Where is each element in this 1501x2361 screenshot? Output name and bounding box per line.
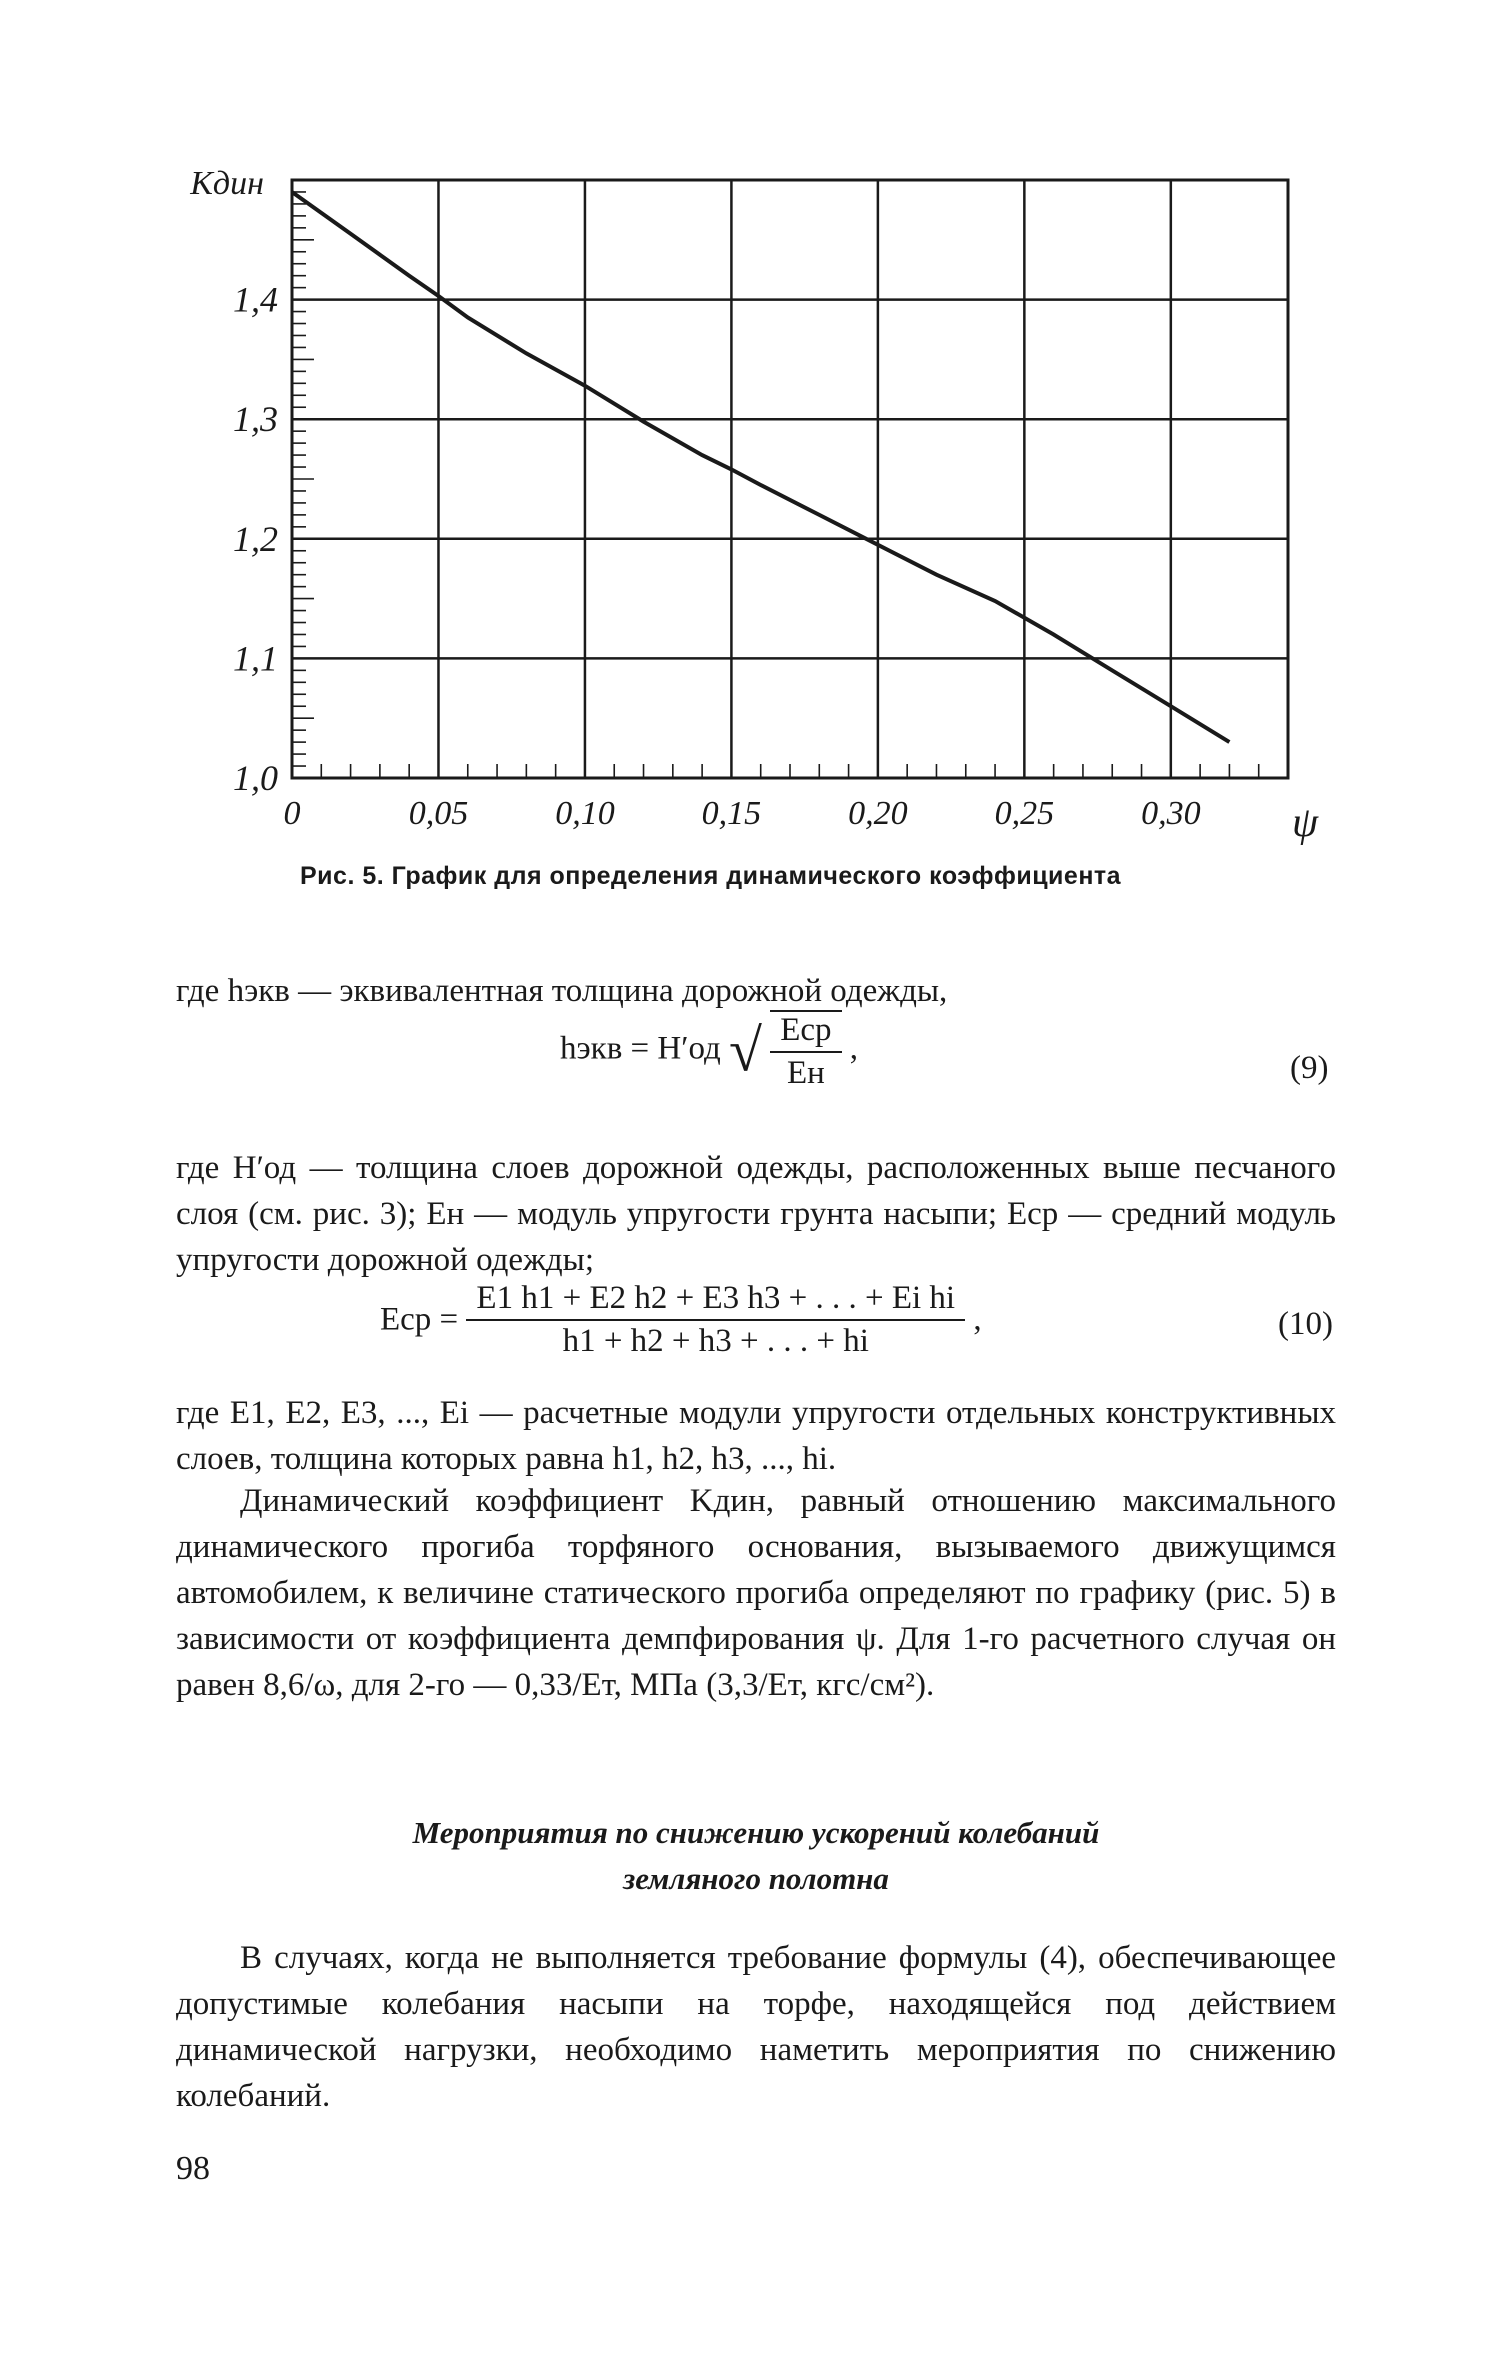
paragraph-3: где E1, E2, E3, ..., Ei — расчетные модули упругости отдельных конструктивных слоев, толщина которых равна h1, h2, h3, ..., hi.: [176, 1395, 1336, 1477]
eq9-denominator: Eн: [786, 1055, 825, 1091]
figure-5: [170, 150, 1350, 930]
y-tick-label: 1,4: [233, 279, 278, 320]
chart-svg: [170, 150, 1350, 870]
x-tick-label: 0: [283, 795, 301, 832]
paragraph-1: где hэкв — эквивалентная толщина дорожной одежды,: [176, 973, 948, 1009]
sqrt-sign: √: [729, 1017, 762, 1084]
eq9-lhs: hэкв = H′од: [560, 1030, 721, 1067]
eq9-number: (9): [1290, 1050, 1329, 1086]
paragraph-4: Динамический коэффициент Kдин, равный отношению максимального динамического прогиба торфяного основания, вызываемого движущимся автомобилем, к величине статического прогиба определяют по графику (рис. 5) в зависимости от коэффициента демпфирования ψ. Для 1-го расчетного случая он равен 8,6/ω, для 2-го — 0,33/Eт, МПа (3,3/Eт, кгс/см²).: [176, 1483, 1336, 1703]
paragraph-5: В случаях, когда не выполняется требование формулы (4), обеспечивающее допустимые колебания насыпи на торфе, находящейся под действием динамической нагрузки, необходимо наметить мероприятия по снижению колебаний.: [176, 1940, 1336, 2114]
figure-caption: Рис. 5. График для определения динамического коэффициента: [300, 862, 1122, 890]
eq10-tail: ,: [973, 1301, 982, 1338]
section-heading: [176, 1810, 1336, 1902]
y-tick-label: 1,2: [233, 518, 278, 559]
eq10-fraction: [466, 1280, 965, 1360]
eq10-lhs: Eср =: [380, 1301, 459, 1338]
page-number: 98: [176, 2150, 210, 2187]
x-tick-label: 0,05: [408, 795, 469, 832]
eq10-number: (10): [1278, 1306, 1333, 1342]
x-tick-label: 0,15: [701, 795, 762, 832]
equation-9: [560, 1010, 858, 1092]
y-tick-label: 1,1: [233, 638, 278, 679]
x-tick-label: 0,10: [555, 795, 615, 832]
eq9-numerator: Eср: [770, 1012, 841, 1053]
y-tick-label: 1,3: [233, 399, 278, 440]
eq9-fraction: [770, 1010, 841, 1092]
eq10-denominator: h1 + h2 + h3 + . . . + hi: [562, 1323, 869, 1359]
heading-line-1: Мероприятия по снижению ускорений колебаний: [412, 1815, 1100, 1850]
y-axis-label: Kдин: [190, 165, 264, 202]
x-axis-label: ψ: [1292, 800, 1319, 846]
y-tick-label: 1,0: [233, 758, 278, 798]
eq10-numerator: E1 h1 + E2 h2 + E3 h3 + . . . + Ei hi: [466, 1280, 965, 1321]
x-tick-label: 0,25: [994, 795, 1055, 832]
equation-10: [380, 1280, 982, 1360]
x-tick-label: 0,20: [848, 795, 908, 832]
paragraph-2: где H′од — толщина слоев дорожной одежды, расположенных выше песчаного слоя (см. рис. 3); Eн — модуль упругости грунта насыпи; Eср — средний модуль упругости дорожной одежды;: [176, 1150, 1336, 1278]
eq9-tail: ,: [849, 1030, 859, 1067]
heading-line-2: земляного полотна: [623, 1861, 889, 1896]
x-tick-label: 0,30: [1141, 795, 1201, 832]
